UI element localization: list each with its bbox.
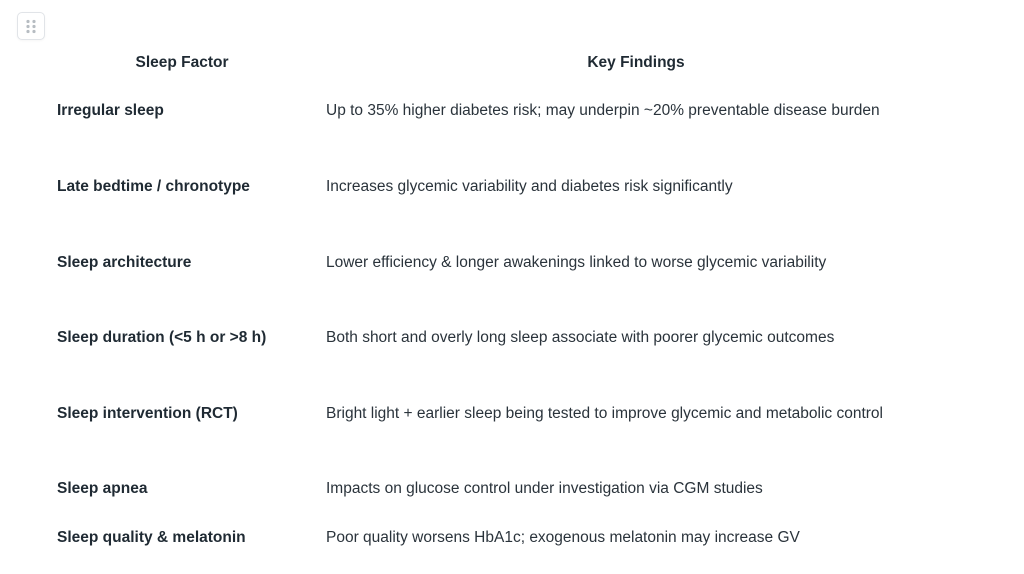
drag-dots-icon bbox=[25, 19, 37, 34]
key-finding-cell: Up to 35% higher diabetes risk; may underpin ~20% preventable disease burden bbox=[326, 102, 880, 119]
sleep-factor-cell: Sleep duration (<5 h or >8 h) bbox=[57, 329, 267, 346]
key-finding-cell: Impacts on glucose control under investigation via CGM studies bbox=[326, 480, 763, 497]
key-finding-cell: Both short and overly long sleep associate with poorer glycemic outcomes bbox=[326, 329, 835, 346]
sleep-factor-cell: Sleep apnea bbox=[57, 480, 148, 497]
key-finding-cell: Bright light + earlier sleep being tested to improve glycemic and metabolic control bbox=[326, 405, 883, 422]
sleep-factor-cell: Late bedtime / chronotype bbox=[57, 178, 250, 195]
sleep-factor-cell: Sleep quality & melatonin bbox=[57, 529, 246, 546]
column-header-key-findings: Key Findings bbox=[587, 54, 685, 71]
sleep-factor-cell: Sleep architecture bbox=[57, 254, 192, 271]
key-finding-cell: Increases glycemic variability and diabetes risk significantly bbox=[326, 178, 733, 195]
drag-handle-button[interactable] bbox=[17, 12, 45, 40]
column-header-sleep-factor: Sleep Factor bbox=[135, 54, 229, 71]
sleep-factor-cell: Irregular sleep bbox=[57, 102, 164, 119]
sleep-factor-cell: Sleep intervention (RCT) bbox=[57, 405, 238, 422]
key-finding-cell: Poor quality worsens HbA1c; exogenous melatonin may increase GV bbox=[326, 529, 800, 546]
key-finding-cell: Lower efficiency & longer awakenings linked to worse glycemic variability bbox=[326, 254, 827, 271]
